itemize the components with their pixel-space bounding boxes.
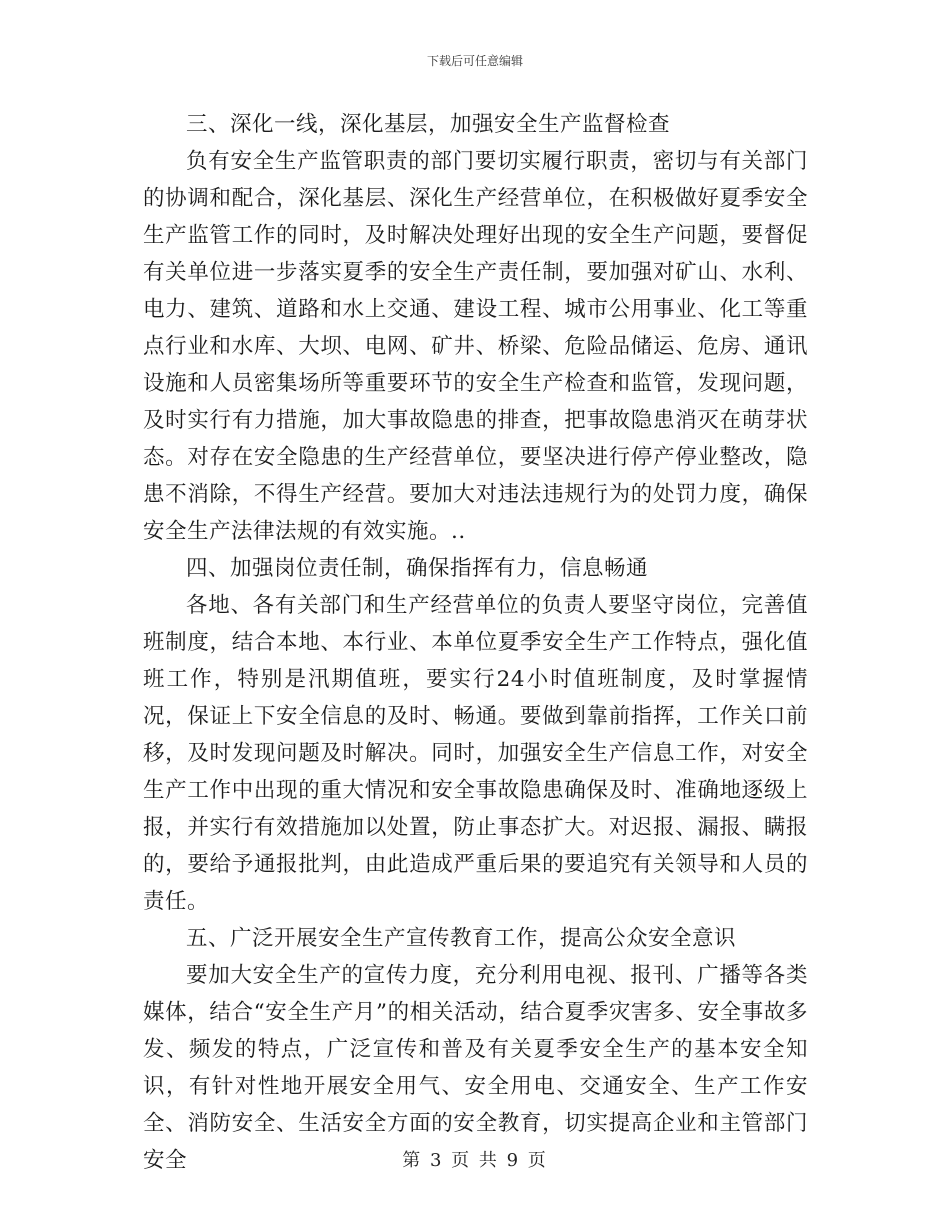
section-paragraph-3: 负有安全生产监管职责的部门要切实履行职责，密切与有关部门的协调和配合，深化基层、深化生产经营单位，在积极做好夏季安全生产监管工作的同时，及时解决处理好出现的安全生产问题，要督促有关单位进一步落实夏季的安全生产责任制，要加强对矿山、水利、电力、建筑、道路和水上交通、建设工程、城市公用事业、化工等重点行业和水库、大坝、电网、矿井、桥梁、危险品储运、危房、通讯设施和人员密集场所等重要环节的安全生产检查和监管，发现问题，及时实行有力措施，加大事故隐患的排查，把事故隐患消灭在萌芽状态。对存在安全隐患的生产经营单位，要坚决进行停产停业整改，隐患不消除，不得生产经营。要加大对违法违规行为的处罚力度，确保安全生产法律法规的有效实施。.. xyxy=(143,149,808,544)
section-heading-3: 三、深化一线，深化基层，加强安全生产监督检查 xyxy=(186,112,671,137)
section-paragraph-5: 要加大安全生产的宣传力度，充分利用电视、报刊、广播等各类媒体，结合“安全生产月”的相关活动，结合夏季灾害多、安全事故多发、频发的特点，广泛宣传和普及有关夏季安全生产的基本安全知识，有针对性地开展安全用气、安全用电、交通安全、生产工作安全、消防安全、生活安全方面的安全教育，切实提高企业和主管部门安全 xyxy=(143,963,808,1173)
page-number: 第 3 页 共 9 页 xyxy=(402,1150,548,1171)
section-paragraph-4: 各地、各有关部门和生产经营单位的负责人要坚守岗位，完善值班制度，结合本地、本行业、本单位夏季安全生产工作特点，强化值班工作，特别是汛期值班，要实行24小时值班制度，及时掌握情况，保证上下安全信息的及时、畅通。要做到靠前指挥，工作关口前移，及时发现问题及时解决。同时，加强安全生产信息工作，对安全生产工作中出现的重大情况和安全事故隐患确保及时、准确地逐级上报，并实行有效措施加以处置，防止事态扩大。对迟报、漏报、瞒报的，要给予通报批判，由此造成严重后果的要追究有关领导和人员的责任。 xyxy=(143,593,808,914)
document-body xyxy=(143,106,808,1179)
header-note: 下载后可任意编辑 xyxy=(426,54,523,68)
section-heading-5: 五、广泛开展安全生产宣传教育工作，提高公众安全意识 xyxy=(186,926,737,951)
section-heading-4: 四、加强岗位责任制，确保指挥有力，信息畅通 xyxy=(186,556,649,581)
